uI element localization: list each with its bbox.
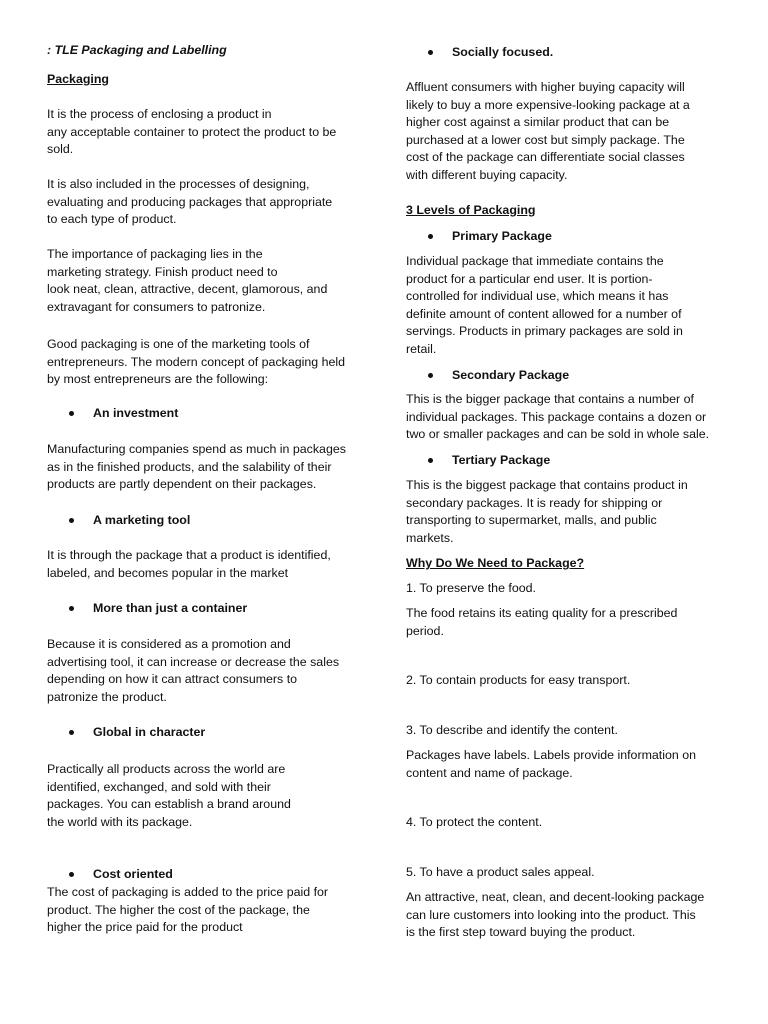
text-line: Manufacturing companies spend as much in packages [47, 442, 346, 456]
bullet-label: More than just a container [93, 601, 248, 615]
text-line: It is through the package that a product is identified, [47, 548, 331, 562]
paragraph-investment [47, 441, 369, 494]
bullet-label: A marketing tool [93, 513, 191, 527]
text-line: purchased at a lower cost but simply package. The [406, 132, 685, 147]
paragraph-reason-3 [406, 747, 732, 782]
text-line: retail. [406, 341, 437, 356]
document-title: : TLE Packaging and Labelling [47, 43, 227, 57]
reason-3: 3. To describe and identify the content. [406, 723, 618, 737]
bullet-dot-icon [69, 872, 74, 877]
text-line: markets. [406, 530, 454, 545]
bullet-dot-icon [428, 458, 433, 463]
bullet-dot-icon [428, 50, 433, 55]
text-line: higher cost against a similar product that can be [406, 115, 670, 130]
bullet-dot-icon [69, 411, 74, 416]
paragraph-cost [47, 884, 369, 937]
text-line: It is also included in the processes of designing, [47, 177, 310, 191]
text-line: Packages have labels. Labels provide information on [406, 748, 696, 762]
paragraph-tertiary [406, 477, 732, 547]
why-heading: Why Do We Need to Package? [406, 556, 585, 570]
paragraph-reason-5 [406, 889, 732, 942]
text-line: likely to buy a more expensive-looking package at a [406, 97, 690, 112]
bullet-container [47, 600, 369, 618]
text-line: patronize the product. [47, 689, 167, 704]
bullet-label: An investment [93, 406, 179, 420]
text-line: advertising tool, it can increase or decrease the sales [47, 654, 340, 669]
text-line: content and name of package. [406, 765, 573, 780]
text-line: controlled for individual use, which means it has [406, 289, 669, 304]
text-line: identified, exchanged, and sold with their [47, 779, 271, 794]
text-line: Practically all products across the world are [47, 762, 286, 776]
reason-1: 1. To preserve the food. [406, 581, 536, 595]
reason-4: 4. To protect the content. [406, 815, 543, 829]
text-line: evaluating and producing packages that appropriate [47, 194, 333, 209]
text-line: cost of the package can differentiate social classes [406, 150, 685, 165]
bullet-investment [47, 405, 369, 423]
text-line: Individual package that immediate contains the [406, 254, 664, 268]
packaging-heading: Packaging [47, 72, 109, 86]
paragraph-reason-1 [406, 605, 732, 640]
text-line: This is the biggest package that contains product in [406, 478, 688, 492]
bullet-dot-icon [69, 606, 74, 611]
text-line: An attractive, neat, clean, and decent-looking package [406, 890, 705, 904]
text-line: two or smaller packages and can be sold in whole sale. [406, 427, 710, 442]
text-line: the world with its package. [47, 814, 193, 829]
text-line: definite amount of content allowed for a number of [406, 306, 682, 321]
bullet-dot-icon [428, 373, 433, 378]
text-line: any acceptable container to protect the product to be [47, 124, 337, 139]
text-line: It is the process of enclosing a product in [47, 107, 272, 121]
text-line: Affluent consumers with higher buying capacity will [406, 80, 685, 94]
bullet-tertiary [406, 452, 732, 470]
text-line: marketing strategy. Finish product need to [47, 264, 278, 279]
text-line: depending on how it can attract consumers to [47, 672, 298, 687]
text-line: products are partly dependent on their packages. [47, 477, 317, 492]
paragraph-social [406, 79, 732, 185]
text-line: to each type of product. [47, 212, 177, 227]
bullet-primary [406, 228, 732, 246]
bullet-label: Cost oriented [93, 867, 173, 881]
text-line: is the first step toward buying the product. [406, 925, 636, 940]
paragraph-definition [47, 106, 369, 159]
text-line: higher the price paid for the product [47, 920, 243, 935]
reason-2: 2. To contain products for easy transport. [406, 673, 631, 687]
bullet-dot-icon [428, 234, 433, 239]
text-line: with different buying capacity. [406, 167, 568, 182]
bullet-secondary [406, 367, 732, 385]
paragraph-design [47, 176, 369, 229]
bullet-label: Tertiary Package [452, 453, 551, 467]
paragraph-importance [47, 246, 369, 316]
text-line: look neat, clean, attractive, decent, glamorous, and [47, 282, 328, 297]
bullet-label: Secondary Package [452, 368, 570, 382]
bullet-socially-focused [406, 44, 732, 62]
levels-heading: 3 Levels of Packaging [406, 203, 536, 217]
text-line: The cost of packaging is added to the price paid for [47, 885, 329, 899]
text-line: labeled, and becomes popular in the market [47, 565, 289, 580]
bullet-label: Global in character [93, 725, 206, 739]
text-line: The importance of packaging lies in the [47, 247, 263, 261]
text-line: Because it is considered as a promotion and [47, 637, 291, 651]
bullet-dot-icon [69, 730, 74, 735]
bullet-dot-icon [69, 518, 74, 523]
paragraph-good-packaging [47, 336, 369, 389]
bullet-cost [47, 866, 369, 884]
paragraph-marketing-tool [47, 547, 369, 582]
text-line: packages. You can establish a brand around [47, 797, 291, 812]
text-line: servings. Products in primary packages are sold in [406, 324, 683, 339]
text-line: The food retains its eating quality for a prescribed [406, 606, 678, 620]
text-line: entrepreneurs. The modern concept of packaging held [47, 354, 346, 369]
paragraph-secondary [406, 391, 732, 444]
text-line: sold. [47, 142, 74, 157]
text-line: individual packages. This package contains a dozen or [406, 409, 707, 424]
text-line: product for a particular end user. It is portion- [406, 271, 653, 286]
text-line: transporting to supermarket, malls, and public [406, 513, 657, 528]
bullet-global [47, 724, 369, 742]
paragraph-primary [406, 253, 732, 359]
reason-5: 5. To have a product sales appeal. [406, 865, 595, 879]
text-line: product. The higher the cost of the package, the [47, 902, 310, 917]
paragraph-global [47, 761, 369, 831]
bullet-marketing-tool [47, 512, 369, 530]
paragraph-container [47, 636, 369, 706]
text-line: extravagant for consumers to patronize. [47, 299, 266, 314]
text-line: can lure customers into looking into the product. This [406, 907, 696, 922]
text-line: This is the bigger package that contains a number of [406, 392, 694, 406]
text-line: Good packaging is one of the marketing tools of [47, 337, 310, 351]
bullet-label: Socially focused. [452, 45, 554, 59]
text-line: as in the finished products, and the salability of their [47, 459, 332, 474]
bullet-label: Primary Package [452, 229, 552, 243]
text-line: by most entrepreneurs are the following: [47, 372, 269, 387]
text-line: period. [406, 623, 444, 638]
text-line: secondary packages. It is ready for shipping or [406, 495, 663, 510]
